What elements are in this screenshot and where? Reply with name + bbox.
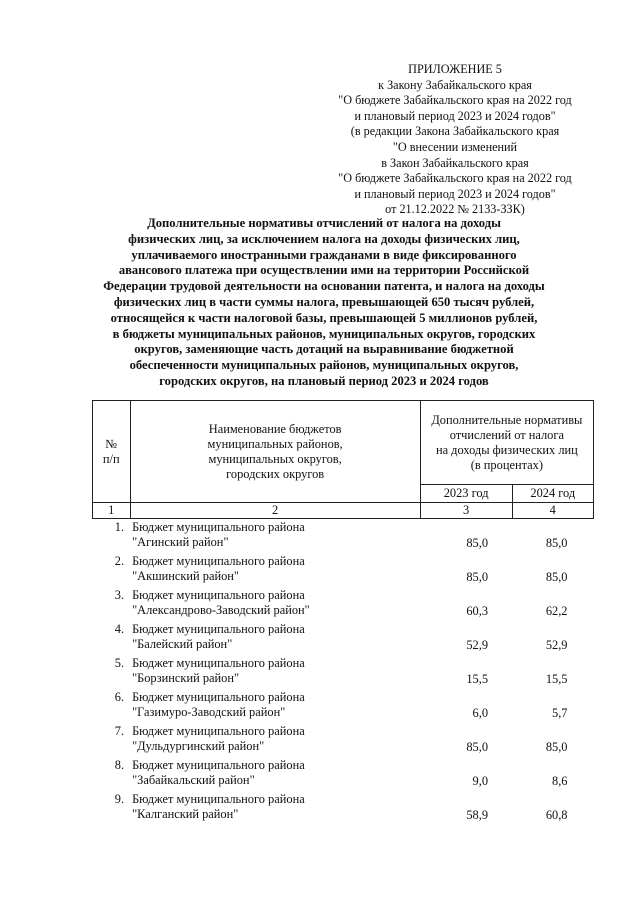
column-number-1: 1 <box>93 503 131 519</box>
budget-name-line1: Бюджет муниципального района <box>132 792 305 806</box>
value-2023: 15,5 <box>466 672 489 686</box>
column-number-2: 2 <box>130 503 420 519</box>
row-number: 4. <box>114 622 125 636</box>
budget-name <box>130 689 420 723</box>
table-row <box>93 689 594 723</box>
appendix-header <box>320 62 590 218</box>
budget-name <box>130 757 420 791</box>
row-number: 9. <box>114 792 125 806</box>
header-year-2024: 2024 год <box>512 485 593 503</box>
budget-name-line2: "Борзинский район" <box>132 671 240 685</box>
value-2023: 52,9 <box>466 638 489 652</box>
title-line: округов, заменяющие часть дотаций на выравнивание бюджетной <box>134 342 514 357</box>
row-number: 7. <box>114 724 125 738</box>
value-2023: 60,3 <box>466 604 489 618</box>
header-budget-name: Наименование бюджетов муниципальных районов, муниципальных округов, городских округов <box>130 401 420 503</box>
value-2024: 15,5 <box>545 672 568 686</box>
value-2024: 85,0 <box>545 740 568 754</box>
title-line: относящейся к части налоговой базы, превышающей 5 миллионов рублей, <box>110 310 538 325</box>
value-2024: 5,7 <box>552 706 568 720</box>
table-row <box>93 791 594 825</box>
budget-name-line2: "Балейский район" <box>132 637 233 651</box>
header-number: № п/п <box>93 401 131 503</box>
row-number: 1. <box>114 520 125 534</box>
budget-name-line2: "Газимуро-Заводский район" <box>132 705 286 719</box>
value-2023: 85,0 <box>466 570 489 584</box>
budget-name-line1: Бюджет муниципального района <box>132 554 305 568</box>
title-line: обеспеченности муниципальных районов, муниципальных округов, <box>129 358 519 373</box>
column-number-4: 4 <box>512 503 593 519</box>
value-2024: 52,9 <box>545 638 568 652</box>
value-2024: 62,2 <box>545 604 568 618</box>
row-number: 2. <box>114 554 125 568</box>
table-row <box>93 655 594 689</box>
table-row <box>93 723 594 757</box>
row-number: 6. <box>114 690 125 704</box>
table-row <box>93 553 594 587</box>
title-line: в бюджеты муниципальных районов, муниципальных округов, городских <box>112 326 536 341</box>
table-row <box>93 587 594 621</box>
column-number-3: 3 <box>420 503 512 519</box>
budget-name-line2: "Александрово-Заводский район" <box>132 603 310 617</box>
appendix-line: ПРИЛОЖЕНИЕ 5 <box>408 62 502 76</box>
value-2023: 85,0 <box>466 740 489 754</box>
budget-name-line1: Бюджет муниципального района <box>132 724 305 738</box>
row-number: 3. <box>114 588 125 602</box>
appendix-line: и плановый период 2023 и 2024 годов" <box>354 108 556 123</box>
budget-name-line2: "Дульдургинский район" <box>132 739 265 753</box>
budget-name-line1: Бюджет муниципального района <box>132 656 305 670</box>
appendix-line: в Закон Забайкальского края <box>381 155 529 170</box>
budget-name <box>130 587 420 621</box>
budget-name-line1: Бюджет муниципального района <box>132 588 305 602</box>
table-row <box>93 519 594 554</box>
appendix-line: "О внесении изменений <box>392 139 518 154</box>
appendix-line: к Закону Забайкальского края <box>378 77 532 92</box>
budget-name-line1: Бюджет муниципального района <box>132 622 305 636</box>
header-year-2023: 2023 год <box>420 485 512 503</box>
title-line: городских округов, на плановый период 2023 и 2024 годов <box>159 373 489 388</box>
value-2023: 6,0 <box>472 706 489 720</box>
budget-name-line1: Бюджет муниципального района <box>132 690 305 704</box>
norms-table <box>92 400 594 825</box>
budget-name-line1: Бюджет муниципального района <box>132 758 305 772</box>
title-line: уплачиваемого иностранными гражданами в виде фиксированного <box>131 247 517 262</box>
budget-name <box>130 791 420 825</box>
budget-name-line2: "Агинский район" <box>132 535 229 549</box>
title-line: физических лиц, за исключением налога на доходы физических лиц, <box>128 231 520 246</box>
value-2023: 58,9 <box>466 808 489 822</box>
value-2024: 60,8 <box>545 808 568 822</box>
row-number: 5. <box>114 656 125 670</box>
table-body <box>93 519 594 826</box>
appendix-line: "О бюджете Забайкальского края на 2022 год <box>338 171 572 186</box>
title-line: Федерации трудовой деятельности на основании патента, и налога на доходы <box>103 279 545 294</box>
budget-name-line2: "Калганский район" <box>132 807 239 821</box>
header-norms: Дополнительные нормативы отчислений от налога на доходы физических лиц (в процентах) <box>420 401 593 485</box>
value-2023: 9,0 <box>472 774 489 788</box>
budget-name <box>130 519 420 554</box>
document-title <box>74 216 574 390</box>
value-2024: 85,0 <box>545 536 568 550</box>
budget-name <box>130 621 420 655</box>
appendix-line: от 21.12.2022 № 2133-ЗЗК) <box>385 202 525 217</box>
table-row <box>93 621 594 655</box>
appendix-line: "О бюджете Забайкальского края на 2022 год <box>338 93 572 108</box>
budget-name-line2: "Акшинский район" <box>132 569 239 583</box>
budget-name-line1: Бюджет муниципального района <box>132 520 305 534</box>
value-2023: 85,0 <box>466 536 489 550</box>
row-number: 8. <box>114 758 125 772</box>
title-line: авансового платежа при осуществлении ими на территории Российской <box>118 263 530 278</box>
title-line: физических лиц в части суммы налога, превышающей 650 тысяч рублей, <box>113 294 535 309</box>
budget-name-line2: "Забайкальский район" <box>132 773 255 787</box>
budget-name <box>130 655 420 689</box>
budget-name <box>130 553 420 587</box>
value-2024: 85,0 <box>545 570 568 584</box>
appendix-line: (в редакции Закона Забайкальского края <box>350 124 560 139</box>
title-line: Дополнительные нормативы отчислений от налога на доходы <box>147 216 501 230</box>
table-row <box>93 757 594 791</box>
value-2024: 8,6 <box>552 774 568 788</box>
appendix-line: и плановый период 2023 и 2024 годов" <box>354 186 556 201</box>
budget-name <box>130 723 420 757</box>
